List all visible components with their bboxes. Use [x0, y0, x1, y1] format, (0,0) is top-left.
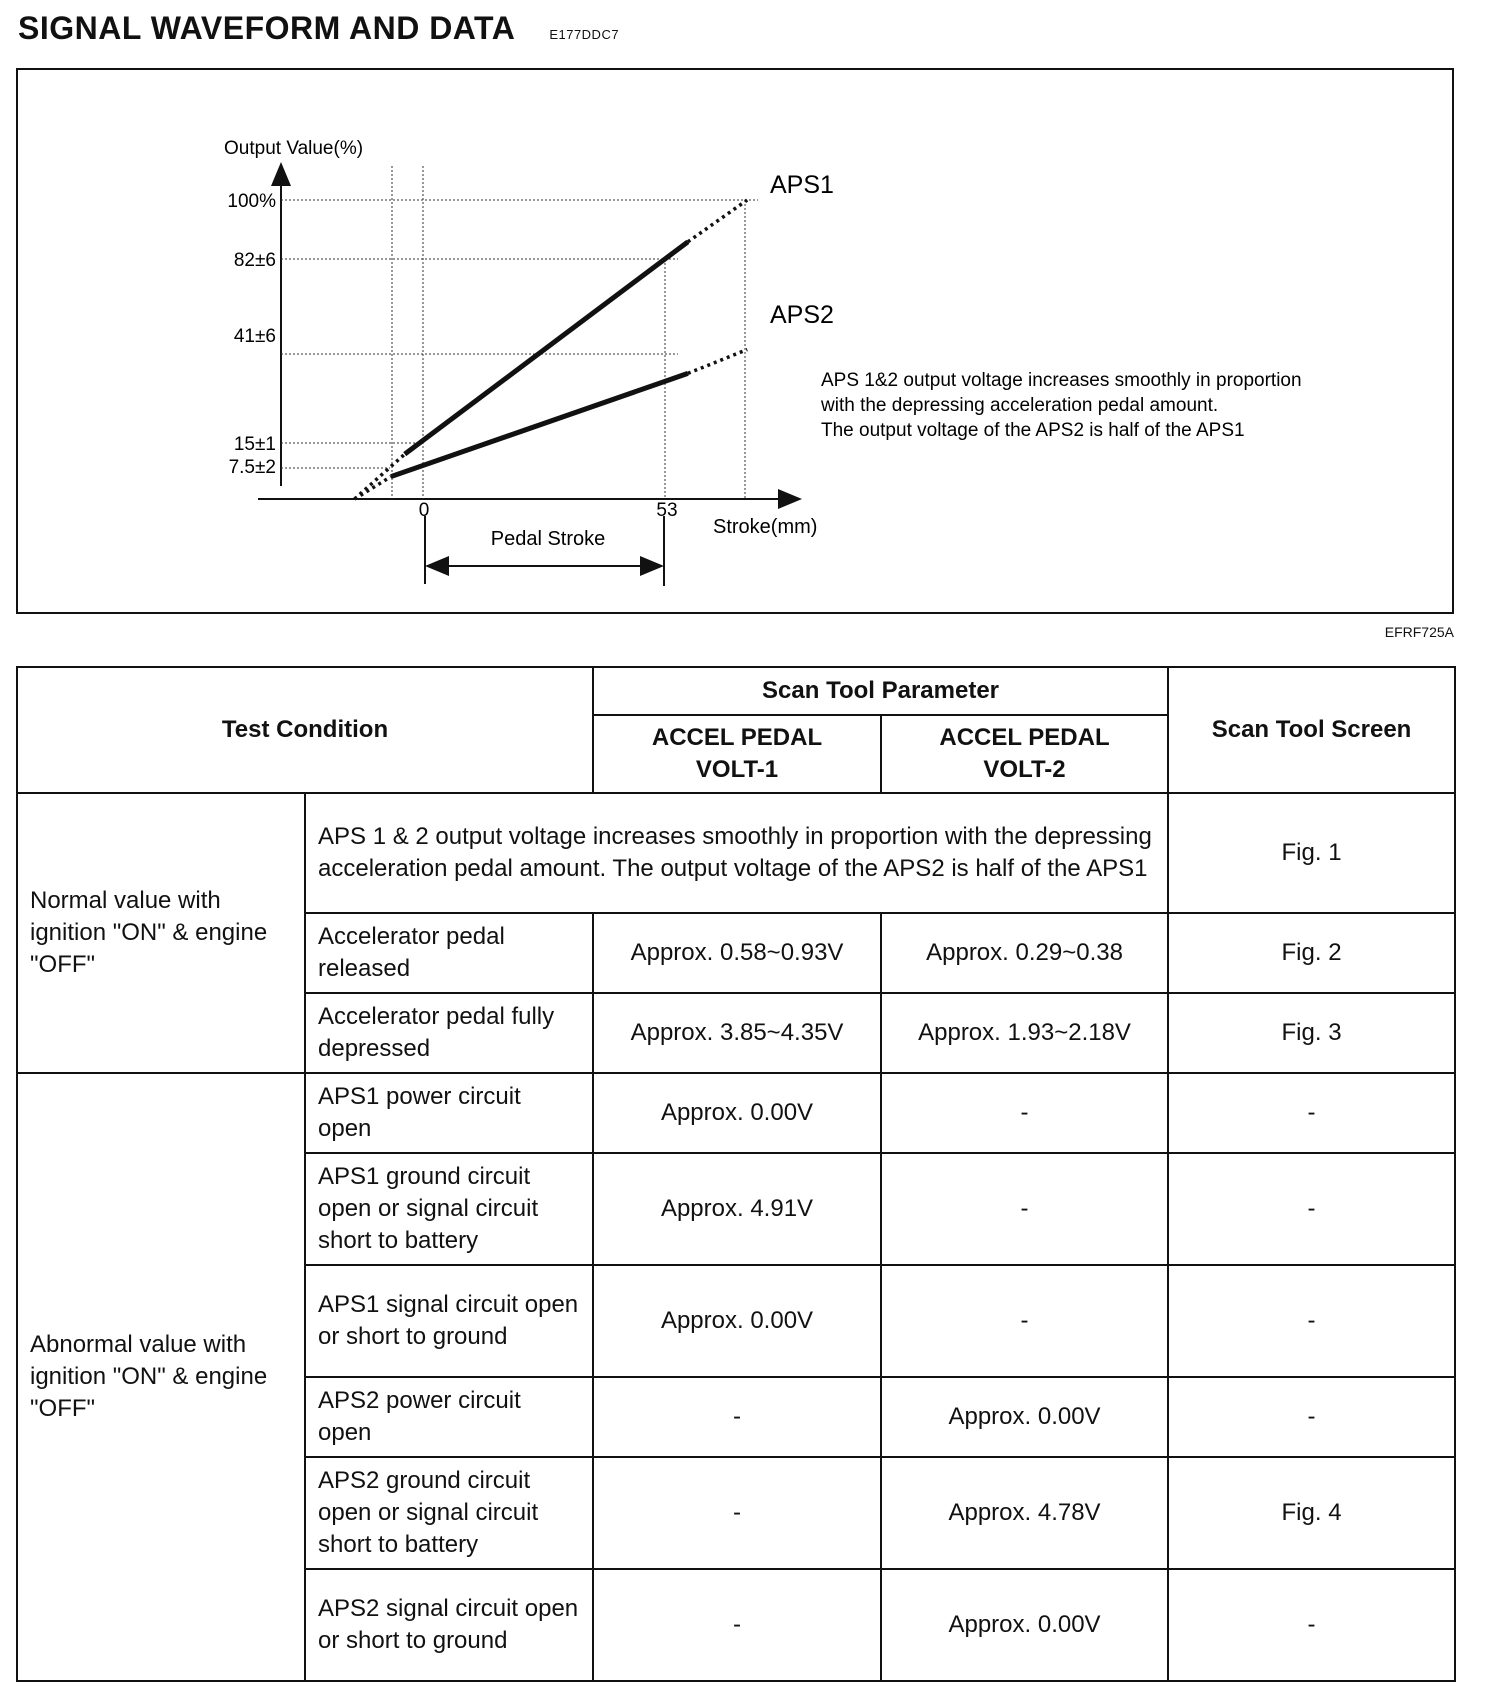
volt2-cell: - [881, 1153, 1168, 1265]
header-volt-1: ACCEL PEDAL VOLT-1 [593, 715, 881, 793]
table-row [17, 793, 1455, 913]
section-code: E177DDC7 [549, 27, 620, 42]
volt2-cell: Approx. 4.78V [881, 1457, 1168, 1569]
volt2-cell: Approx. 0.00V [881, 1377, 1168, 1457]
screen-cell: Fig. 4 [1168, 1457, 1455, 1569]
condition-cell: Accelerator pedal released [305, 913, 593, 993]
description-line: with the depressing acceleration pedal amount. [821, 395, 1219, 416]
volt1-cell: Approx. 0.00V [593, 1265, 881, 1377]
description-line: The output voltage of the APS2 is half of the APS1 [821, 420, 1245, 441]
series-aps1-dotted-end [688, 200, 747, 242]
volt2-cell: Approx. 0.00V [881, 1569, 1168, 1681]
screen-cell: - [1168, 1153, 1455, 1265]
screen-cell: - [1168, 1569, 1455, 1681]
condition-cell: APS2 ground circuit open or signal circuit short to battery [305, 1457, 593, 1569]
waveform-chart [18, 70, 1452, 612]
y-tick-label: 41±6 [233, 326, 276, 347]
y-tick-label: 15±1 [233, 434, 276, 455]
figure-code: EFRF725A [1384, 624, 1454, 640]
y-axis-label: Output Value(%) [224, 138, 364, 159]
pedal-stroke-label: Pedal Stroke [490, 528, 606, 550]
volt1-cell: Approx. 3.85~4.35V [593, 993, 881, 1073]
table-header-row [17, 667, 1455, 715]
series-label-aps1: APS1 [770, 171, 834, 199]
volt2-cell: Approx. 1.93~2.18V [881, 993, 1168, 1073]
condition-cell: APS 1 & 2 output voltage increases smoothly in proportion with the depressing acceleration pedal amount. The output voltage of the APS2 is half of the APS1 [305, 793, 1168, 913]
condition-cell: APS2 power circuit open [305, 1377, 593, 1457]
series-label-aps2: APS2 [770, 301, 834, 329]
screen-cell: Fig. 3 [1168, 993, 1455, 1073]
volt1-cell: Approx. 0.00V [593, 1073, 881, 1153]
x-tick-label: 53 [656, 500, 678, 521]
volt1-cell: Approx. 0.58~0.93V [593, 913, 881, 993]
condition-cell: APS1 power circuit open [305, 1073, 593, 1153]
screen-cell: - [1168, 1377, 1455, 1457]
page-title: SIGNAL WAVEFORM AND DATA [18, 10, 516, 46]
x-tick-label: 0 [418, 500, 430, 521]
series-layer [355, 200, 748, 499]
header-test-condition: Test Condition [17, 667, 593, 793]
group-normal-label: Normal value with ignition "ON" & engine "OFF" [17, 793, 305, 1073]
y-tick-label: 82±6 [233, 250, 276, 271]
screen-cell: Fig. 2 [1168, 913, 1455, 993]
header-scan-tool-screen: Scan Tool Screen [1168, 667, 1455, 793]
condition-cell: APS1 ground circuit open or signal circuit short to battery [305, 1153, 593, 1265]
page-heading [18, 10, 619, 50]
condition-cell: APS2 signal circuit open or short to ground [305, 1569, 593, 1681]
condition-cell: APS1 signal circuit open or short to ground [305, 1265, 593, 1377]
description-line: APS 1&2 output voltage increases smoothly in proportion [821, 370, 1302, 391]
volt2-cell: - [881, 1265, 1168, 1377]
screen-cell: Fig. 1 [1168, 793, 1455, 913]
waveform-figure [16, 68, 1454, 614]
volt1-cell: - [593, 1569, 881, 1681]
series-aps2-dotted-start [355, 477, 392, 499]
volt1-cell: Approx. 4.91V [593, 1153, 881, 1265]
series-aps2-line [391, 373, 688, 476]
volt1-cell: - [593, 1377, 881, 1457]
y-tick-label: 100% [227, 191, 276, 212]
header-volt-2: ACCEL PEDAL VOLT-2 [881, 715, 1168, 793]
y-tick-label: 7.5±2 [228, 457, 276, 478]
series-aps2-dotted-end [688, 350, 747, 374]
volt2-cell: - [881, 1073, 1168, 1153]
condition-cell: Accelerator pedal fully depressed [305, 993, 593, 1073]
volt1-cell: - [593, 1457, 881, 1569]
screen-cell: - [1168, 1265, 1455, 1377]
header-scan-tool-parameter: Scan Tool Parameter [593, 667, 1168, 715]
screen-cell: - [1168, 1073, 1455, 1153]
group-abnormal-label: Abnormal value with ignition "ON" & engine "OFF" [17, 1073, 305, 1681]
table-row [17, 1073, 1455, 1153]
volt2-cell: Approx. 0.29~0.38 [881, 913, 1168, 993]
scan-data-table [16, 666, 1456, 1682]
x-axis-label: Stroke(mm) [713, 516, 818, 538]
